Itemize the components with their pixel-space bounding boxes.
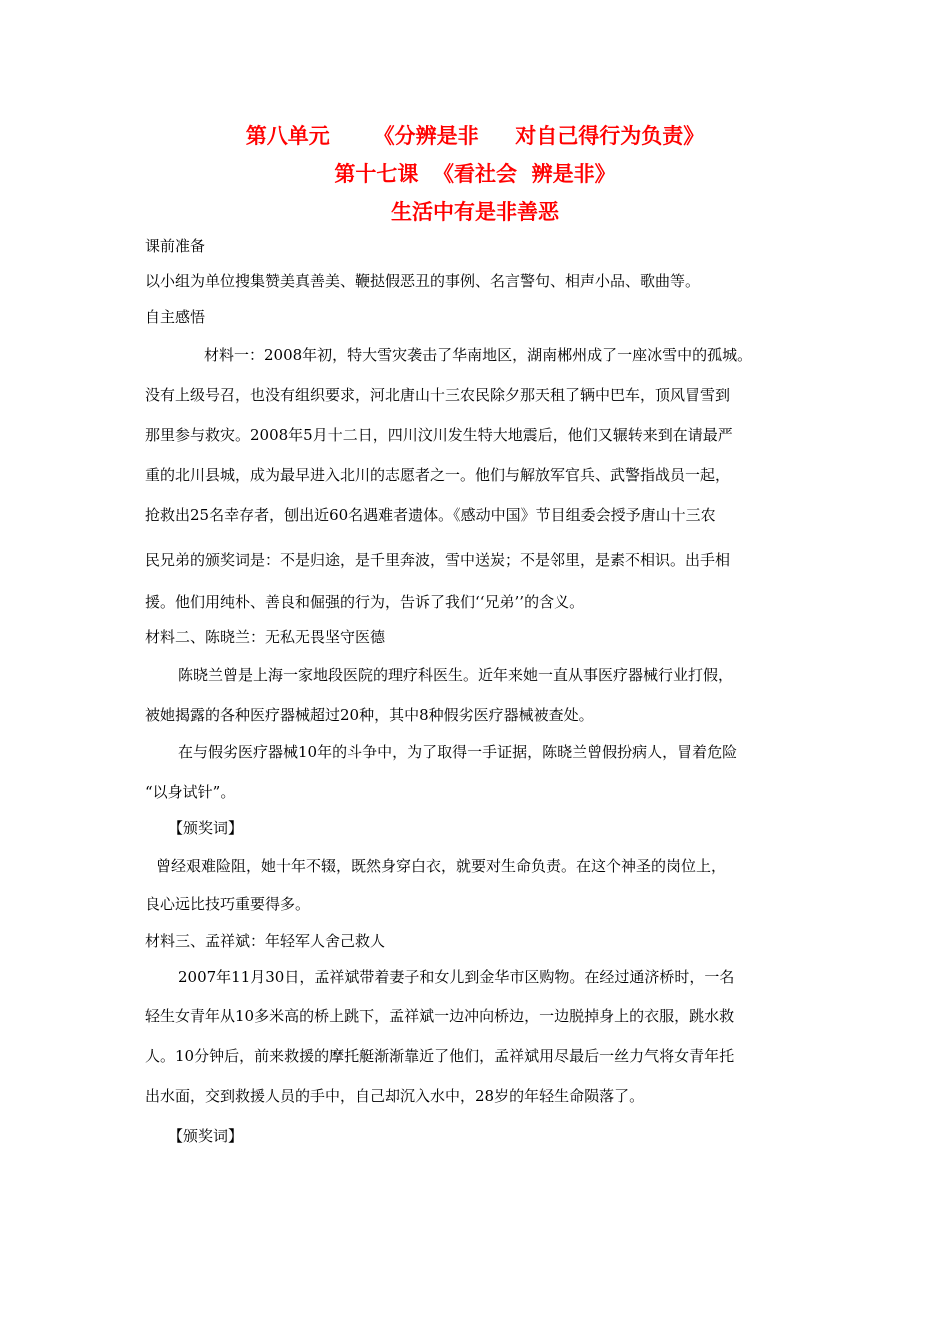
- paragraph-line: 以小组为单位搜集赞美真善美、鞭挞假恶丑的事例、名言警句、相声小品、歌曲等。: [145, 272, 701, 290]
- paragraph-line: 在与假劣医疗器械10年的斗争中，为了取得一手证据，陈晓兰曾假扮病人，冒着危险: [178, 743, 738, 761]
- paragraph-line: 出水面，交到救援人员的手中，自己却沉入水中，28岁的年轻生命陨落了。: [145, 1087, 645, 1105]
- section-title: 生活中有是非善恶: [391, 200, 559, 224]
- paragraph-line: 重的北川县城，成为最早进入北川的志愿者之一。他们与解放军官兵、武警指战员一起，: [145, 466, 731, 484]
- heading-preparation: 课前准备: [145, 237, 206, 255]
- paragraph-line: 被她揭露的各种医疗器械超过20种，其中8种假劣医疗器械被查处。: [145, 706, 594, 724]
- lesson-title: 第十七课 《看社会 辨是非》: [334, 162, 616, 186]
- paragraph-line: 轻生女青年从10多米高的桥上跳下，孟祥斌一边冲向桥边，一边脱掉身上的衣服，跳水救: [145, 1007, 735, 1025]
- paragraph-line: 2007年11月30日，孟祥斌带着妻子和女儿到金华市区购物。在经过通济桥时，一名: [178, 968, 735, 986]
- paragraph-line: 曾经艰难险阻，她十年不辍，既然身穿白衣，就要对生命负责。在这个神圣的岗位上，: [156, 857, 727, 875]
- paragraph-line: 陈晓兰曾是上海一家地段医院的理疗科医生。近年来她一直从事医疗器械行业打假，: [178, 666, 734, 684]
- paragraph-line: “以身试针”。: [145, 783, 236, 801]
- heading-reflection: 自主感悟: [145, 308, 206, 326]
- paragraph-line: 援。他们用纯朴、善良和倔强的行为，告诉了我们‘‘兄弟’’的含义。: [145, 593, 585, 611]
- paragraph-line: 人。10分钟后，前来救援的摩托艇渐渐靠近了他们，孟祥斌用尽最后一丝力气将女青年托: [145, 1047, 735, 1065]
- paragraph-line: 民兄弟的颁奖词是：不是归途，是千里奔波，雪中送炭；不是邻里，是素不相识。出手相: [145, 551, 731, 569]
- paragraph-line: 没有上级号召，也没有组织要求，河北唐山十三农民除夕那天租了辆中巴车，顶风冒雪到: [145, 386, 731, 404]
- material-heading: 材料三、孟祥斌：年轻军人舍己救人: [145, 932, 386, 950]
- paragraph-line: 抢救出25名幸存者，刨出近60名遇难者遗体。《感动中国》节目组委会授予唐山十三农: [145, 506, 716, 524]
- paragraph-line: 材料一：2008年初，特大雪灾袭击了华南地区，湖南郴州成了一座冰雪中的孤城。: [204, 346, 753, 364]
- paragraph-line: 良心远比技巧重要得多。: [145, 895, 311, 913]
- paragraph-line: 那里参与救灾。2008年5月十二日，四川汶川发生特大地震后，他们又辗转来到在请最严: [145, 426, 733, 444]
- material-heading: 材料二、陈晓兰：无私无畏坚守医德: [145, 628, 386, 646]
- award-heading: 【颁奖词】: [168, 1127, 244, 1145]
- unit-title: 第八单元 《分辨是非 对自己得行为负责》: [245, 124, 705, 148]
- award-heading: 【颁奖词】: [168, 819, 244, 837]
